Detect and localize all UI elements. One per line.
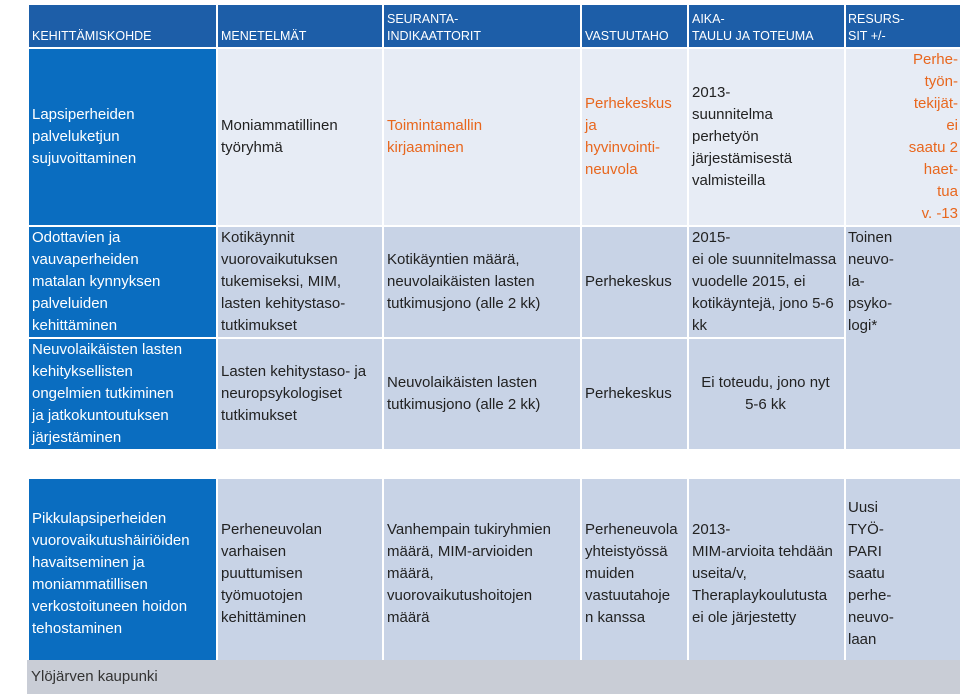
- row1-indicator: Toimintamallin kirjaaminen: [384, 49, 580, 225]
- row1-target: Lapsiperheiden palveluketjun sujuvoittaminen: [29, 49, 216, 225]
- row3-target: Neuvolaikäisten lasten kehityksellisten ongelmien tutkiminen ja jatkokuntoutuksen järjestäminen: [29, 339, 216, 449]
- row3-responsible: Perhekeskus: [582, 339, 687, 449]
- footer-organization: Ylöjärven kaupunki: [31, 668, 158, 685]
- row4-target: Pikkulapsiperheiden vuorovaikutushäiriöiden havaitseminen ja moniammatillisen verkostoituneen hoidon tehostaminen: [29, 479, 216, 669]
- spacer-cell: [29, 451, 960, 477]
- row1-schedule: 2013- suunnitelma perhetyön järjestämisestä valmisteilla: [689, 49, 844, 225]
- row2-target: Odottavien ja vauvaperheiden matalan kynnyksen palveluiden kehittäminen: [29, 227, 216, 337]
- row4-indicator: Vanhempain tukiryhmien määrä, MIM-arvioiden määrä, vuorovaikutushoitojen määrä: [384, 479, 580, 669]
- table-row: [29, 479, 960, 669]
- row3-indicator: Neuvolaikäisten lasten tutkimusjono (alle 2 kk): [384, 339, 580, 449]
- row4-responsible: Perheneuvola yhteistyössä muiden vastuutahoje n kanssa: [582, 479, 687, 669]
- table-row: [29, 339, 960, 449]
- row2-resources: Toinen neuvo- la- psyko- logi*: [846, 227, 960, 449]
- header-responsible: VASTUUTAHO: [582, 5, 687, 47]
- table-row: [29, 49, 960, 225]
- header-resources: RESURS- SIT +/-: [846, 5, 960, 47]
- row2-indicator: Kotikäyntien määrä, neuvolaikäisten lasten tutkimusjono (alle 2 kk): [384, 227, 580, 337]
- row3-method: Lasten kehitystaso- ja neuropsykologiset tutkimukset: [218, 339, 382, 449]
- row1-responsible: Perhekeskus ja hyvinvointi- neuvola: [582, 49, 687, 225]
- header-row: [29, 5, 960, 47]
- row3-schedule: Ei toteudu, jono nyt 5-6 kk: [689, 339, 844, 449]
- row1-method: Moniammatillinen työryhmä: [218, 49, 382, 225]
- development-plan-table: [27, 3, 960, 671]
- row2-method: Kotikäynnit vuorovaikutuksen tukemiseksi, MIM, lasten kehitystaso- tutkimukset: [218, 227, 382, 337]
- table-row: [29, 227, 960, 337]
- row4-method: Perheneuvolan varhaisen puuttumisen työmuotojen kehittäminen: [218, 479, 382, 669]
- row4-schedule: 2013- MIM-arvioita tehdään useita/v, Theraplaykoulutusta ei ole järjestetty: [689, 479, 844, 669]
- row4-resources: Uusi TYÖ- PARI saatu perhe- neuvo- laan: [846, 479, 960, 669]
- header-methods: MENETELMÄT: [218, 5, 382, 47]
- row-spacer: [29, 451, 960, 477]
- row1-resources: Perhe- työn- tekijät- ei saatu 2 haet- tua v. -13: [846, 49, 960, 225]
- row2-schedule: 2015- ei ole suunnitelmassa vuodelle 2015, ei kotikäyntejä, jono 5-6 kk: [689, 227, 844, 337]
- header-target: KEHITTÄMISKOHDE: [29, 5, 216, 47]
- header-schedule: AIKA- TAULU JA TOTEUMA: [689, 5, 844, 47]
- header-indicators: SEURANTA- INDIKAATTORIT: [384, 5, 580, 47]
- footer-bar: [27, 660, 960, 694]
- row2-responsible: Perhekeskus: [582, 227, 687, 337]
